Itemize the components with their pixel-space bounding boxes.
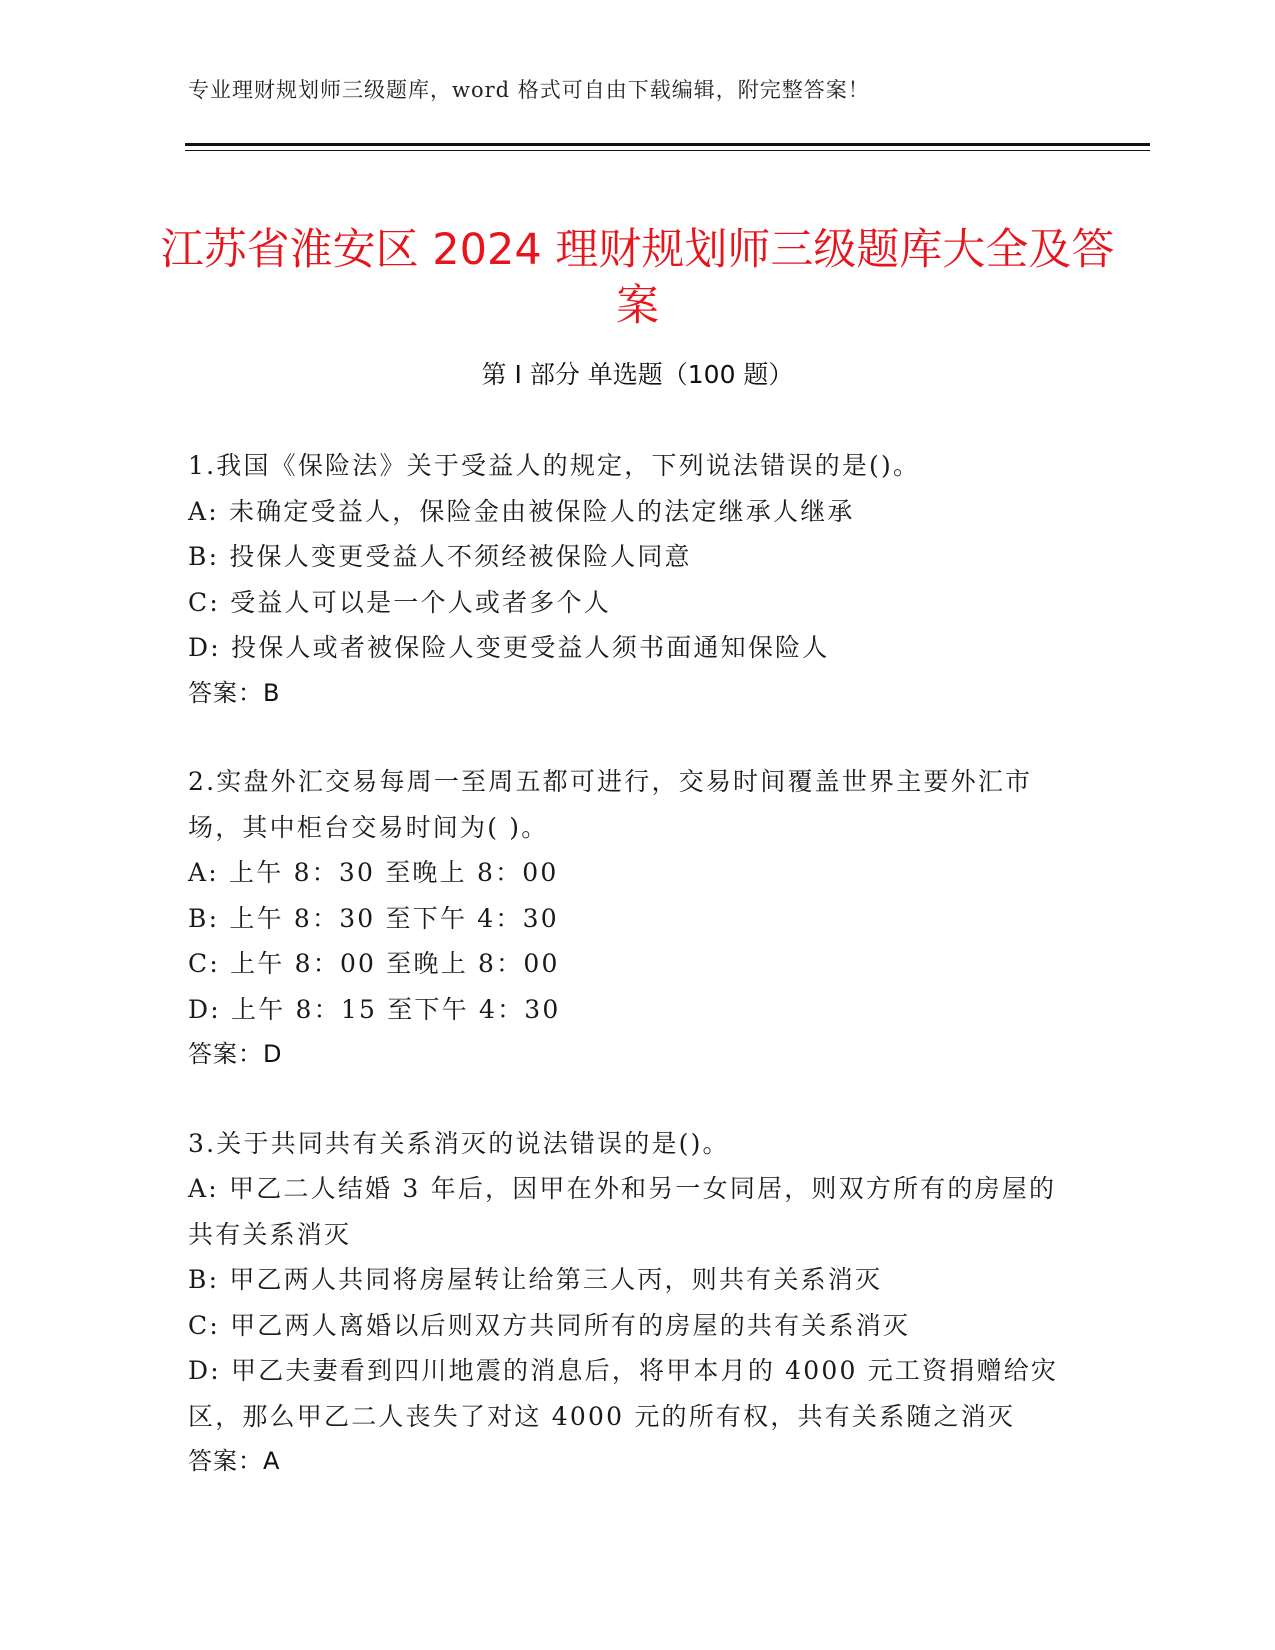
option-a: A: 上午 8：30 至晚上 8：00 bbox=[188, 858, 559, 887]
question-stem: 2.实盘外汇交易每周一至周五都可进行，交易时间覆盖世界主要外汇市场，其中柜台交易时间为( )。 bbox=[188, 767, 1033, 842]
option-d: D: 上午 8：15 至下午 4：30 bbox=[188, 994, 561, 1024]
option-c: C: 上午 8：00 至晚上 8：00 bbox=[188, 949, 560, 978]
option-d: D: 投保人或者被保险人变更受益人须书面通知保险人 bbox=[188, 633, 830, 662]
option-a: A: 甲乙二人结婚 3 年后，因甲在外和另一女同居，则双方所有的房屋的共有关系消灭 bbox=[188, 1174, 1057, 1249]
option-b: B: 甲乙两人共同将房屋转让给第三人丙，则共有关系消灭 bbox=[188, 1265, 883, 1294]
option-b: B: 上午 8：30 至下午 4：30 bbox=[188, 903, 559, 933]
question-1 bbox=[188, 443, 1083, 716]
question-stem: 1.我国《保险法》关于受益人的规定，下列说法错误的是()。 bbox=[188, 451, 921, 480]
question-list bbox=[188, 443, 1083, 1528]
header-rule-thin bbox=[185, 150, 1150, 151]
option-c: C: 受益人可以是一个人或者多个人 bbox=[188, 587, 611, 617]
question-3 bbox=[188, 1121, 1083, 1485]
answer: 答案：B bbox=[188, 678, 281, 707]
header-note: 专业理财规划师三级题库，word 格式可自由下载编辑，附完整答案！ bbox=[188, 78, 870, 102]
question-stem: 3.关于共同共有关系消灭的说法错误的是()。 bbox=[188, 1128, 730, 1158]
question-2 bbox=[188, 759, 1083, 1078]
document-title: 江苏省淮安区 2024 理财规划师三级题库大全及答案 bbox=[160, 224, 1115, 331]
answer: 答案：D bbox=[188, 1040, 283, 1068]
option-a: A: 未确定受益人，保险金由被保险人的法定继承人继承 bbox=[188, 496, 855, 526]
option-c: C: 甲乙两人离婚以后则双方共同所有的房屋的共有关系消灭 bbox=[188, 1310, 911, 1340]
option-b: B: 投保人变更受益人不须经被保险人同意 bbox=[188, 542, 692, 571]
option-d: D: 甲乙夫妻看到四川地震的消息后，将甲本月的 4000 元工资捐赠给灾区，那么甲乙二人丧失了对这 4000 元的所有权，共有关系随之消灭 bbox=[188, 1356, 1059, 1431]
answer: 答案：A bbox=[188, 1447, 281, 1475]
header-rule-thick bbox=[185, 143, 1150, 146]
section-heading: 第 I 部分 单选题（100 题） bbox=[481, 360, 794, 389]
